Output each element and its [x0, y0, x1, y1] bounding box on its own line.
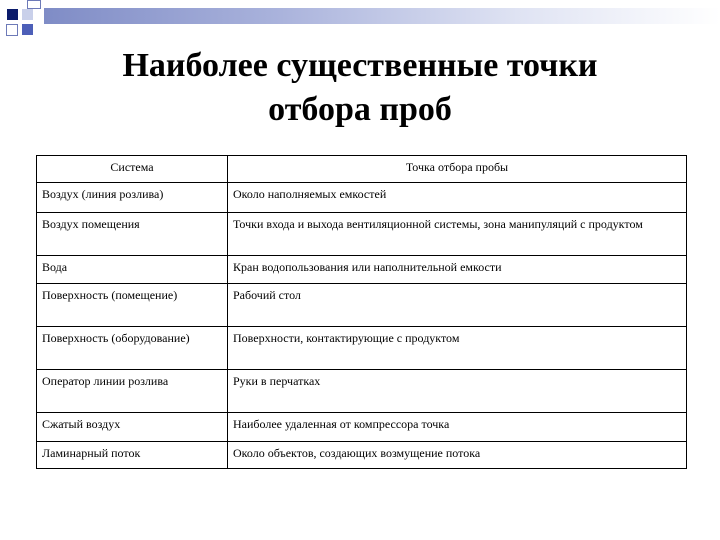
table-row — [37, 327, 687, 370]
cell-system: Воздух (линия розлива) — [37, 183, 228, 213]
slide-title-line2: отбора проб — [268, 91, 452, 128]
decor-square — [6, 24, 18, 36]
cell-system: Оператор линии розлива — [37, 370, 228, 413]
decor-square — [22, 9, 33, 20]
decor-square — [7, 9, 18, 20]
column-header-point: Точка отбора пробы — [228, 156, 687, 183]
sampling-points-table — [36, 155, 687, 469]
cell-point: Около объектов, создающих возмущение потока — [228, 442, 687, 469]
cell-system: Ламинарный поток — [37, 442, 228, 469]
corner-decoration — [0, 0, 720, 50]
decor-square — [27, 0, 41, 9]
column-header-system: Система — [37, 156, 228, 183]
cell-system: Поверхность (помещение) — [37, 284, 228, 327]
table-row — [37, 442, 687, 469]
table-row — [37, 256, 687, 284]
cell-point-text: Точки входа и выхода вентиляционной системы, зона манипуляций с продуктом — [233, 217, 643, 231]
table-row — [37, 413, 687, 442]
cell-system: Поверхность (оборудование) — [37, 327, 228, 370]
table-row — [37, 284, 687, 327]
cell-system: Воздух помещения — [37, 213, 228, 256]
table-row — [37, 370, 687, 413]
table-header-row — [37, 156, 687, 183]
cell-point — [228, 213, 687, 256]
decor-square — [22, 24, 33, 35]
cell-point: Руки в перчатках — [228, 370, 687, 413]
slide-title-line1: Наиболее существенные точки — [122, 47, 598, 84]
table-row — [37, 183, 687, 213]
cell-point: Наиболее удаленная от компрессора точка — [228, 413, 687, 442]
cell-point: Кран водопользования или наполнительной емкости — [228, 256, 687, 284]
cell-point: Поверхности, контактирующие с продуктом — [228, 327, 687, 370]
table-row — [37, 213, 687, 256]
cell-point: Рабочий стол — [228, 284, 687, 327]
slide-title — [40, 44, 680, 132]
cell-system: Вода — [37, 256, 228, 284]
decor-gradient-bar — [44, 8, 720, 24]
cell-system: Сжатый воздух — [37, 413, 228, 442]
cell-point: Около наполняемых емкостей — [228, 183, 687, 213]
